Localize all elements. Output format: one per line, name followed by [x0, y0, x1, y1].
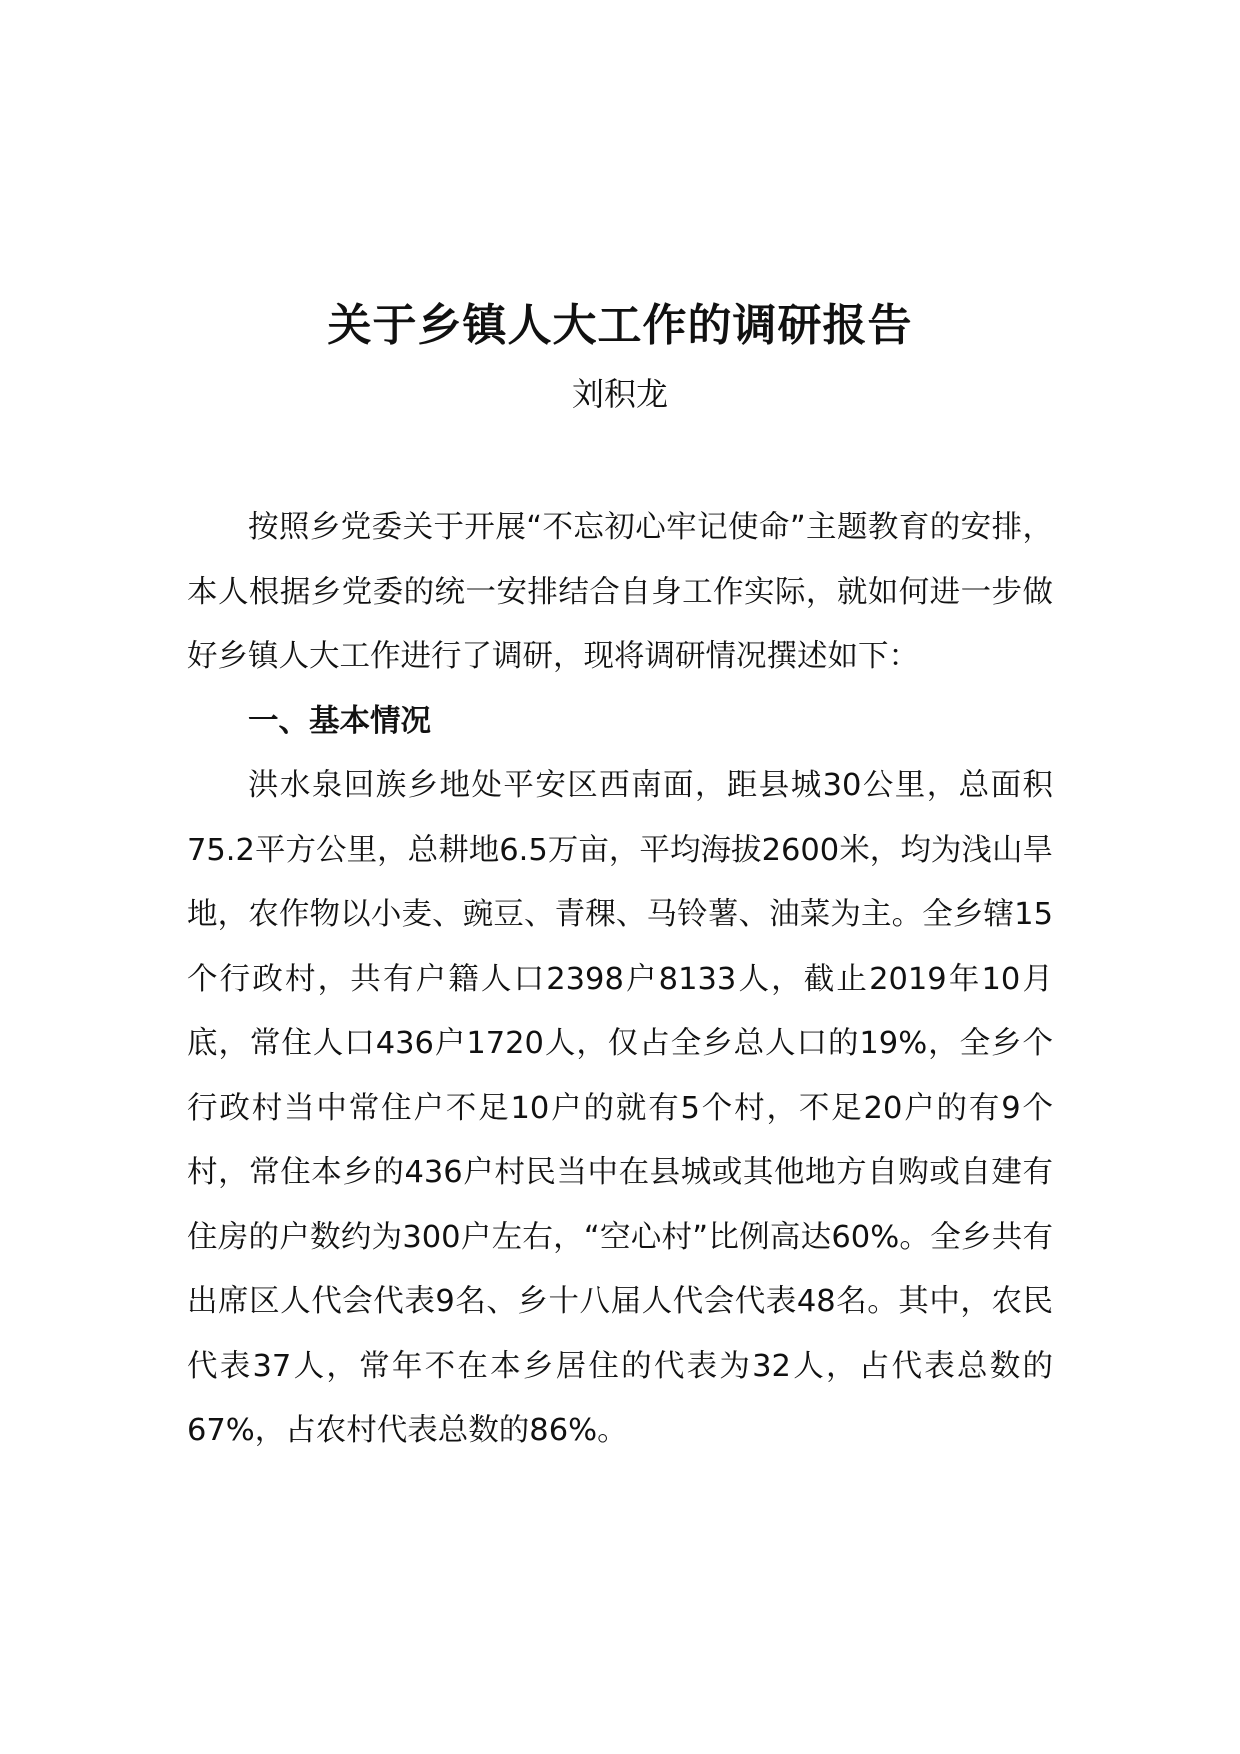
section-heading: 一、基本情况 [248, 703, 431, 739]
document-title: 关于乡镇人大工作的调研报告 [327, 300, 913, 351]
intro-paragraph: 按照乡党委关于开展“不忘初心牢记使命”主题教育的安排，本人根据乡党委的统一安排结合自身工作实际，就如何进一步做好乡镇人大工作进行了调研，现将调研情况撰述如下： [187, 510, 1053, 674]
section-paragraph: 洪水泉回族乡地处平安区西南面，距县城30公里，总面积75.2平方公里，总耕地6.5万亩，平均海拔2600米，均为浅山旱地，农作物以小麦、豌豆、青稞、马铃薯、油菜为主。全乡辖15个行政村，共有户籍人口2398户8133人，截止2019年10月底，常住人口436户1720人，仅占全乡总人口的19%，全乡个行政村当中常住户不足10户的就有5个村，不足20户的有9个村，常住本乡的436户村民当中在县城或其他地方自购或自建有住房的户数约为300户左右，“空心村”比例高达60%。全乡共有出席区人代会代表9名、乡十八届人代会代表48名。其中，农民代表37人，常年不在本乡居住的代表为32人，占代表总数的67%，占农村代表总数的86%。 [187, 768, 1053, 1448]
document-author: 刘积龙 [571, 375, 668, 413]
document-body [187, 496, 1053, 1464]
